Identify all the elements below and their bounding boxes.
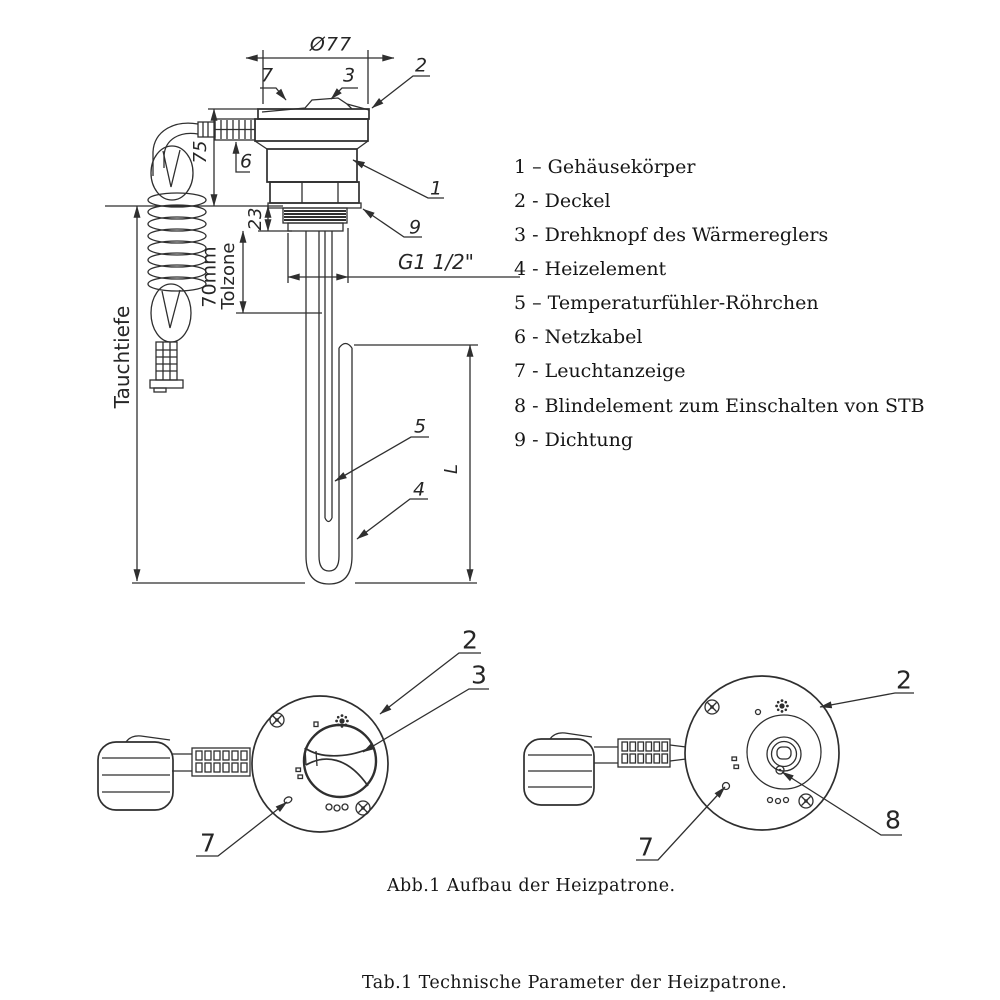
legend-item-7: 7 - Leuchtanzeige <box>514 360 686 382</box>
callout-2-right-view: 2 <box>896 665 912 695</box>
legend-item-6: 6 - Netzkabel <box>514 326 643 348</box>
hex-nut <box>270 182 359 203</box>
sensor-tube <box>325 231 332 522</box>
legend-item-9: 9 - Dichtung <box>514 429 634 451</box>
gland-ribs <box>196 751 247 772</box>
dim-tolzone-value: 70mm <box>198 246 221 308</box>
callout-4-main: 4 <box>412 478 426 501</box>
vent-hole <box>768 798 773 803</box>
marking-dot <box>734 765 739 769</box>
callout-7-left-view: 7 <box>200 828 216 858</box>
indicator-light <box>283 796 293 804</box>
callout-6-main: 6 <box>239 150 253 173</box>
vent-hole <box>342 804 348 810</box>
dim-75-label: 75 <box>190 140 211 164</box>
dim-tolzone-word: Tolzone <box>218 242 239 310</box>
cover-circle <box>685 676 839 830</box>
callout-5-main: 5 <box>413 415 427 438</box>
callout-9-main: 9 <box>408 216 422 239</box>
heater-body-section <box>255 98 369 584</box>
callout-3-left-view: 3 <box>471 660 487 690</box>
legend-item-5: 5 – Temperaturfühler-Röhrchen <box>514 292 819 314</box>
housing-body <box>267 149 357 182</box>
screw-icon <box>270 713 284 727</box>
vent-hole <box>776 799 781 804</box>
front-view-without-knob <box>524 676 914 860</box>
marking-dot <box>296 768 301 772</box>
upper-housing <box>255 119 368 141</box>
screw-icon <box>356 801 370 815</box>
cable-loop-bottom <box>151 284 191 342</box>
callout-7-right-view: 7 <box>638 832 654 862</box>
dim-length-label: L <box>441 463 462 475</box>
table-caption: Tab.1 Technische Parameter der Heizpatrone. <box>362 973 788 993</box>
thread-seal <box>283 208 347 223</box>
marking-dot <box>298 775 303 779</box>
dim-diameter-label: Ø77 <box>309 33 353 56</box>
figure-caption: Abb.1 Aufbau der Heizpatrone. <box>387 876 676 896</box>
dim-thread-label: G1 1/2" <box>398 250 474 274</box>
marking-dot <box>314 722 318 727</box>
callout-2-left-view: 2 <box>462 625 478 655</box>
cable-gland <box>198 119 255 140</box>
cable-bundle <box>524 733 686 805</box>
legend-item-4: 4 - Heizelement <box>514 258 667 280</box>
knob-grip <box>305 747 372 786</box>
power-plug <box>150 342 183 392</box>
knob-profile <box>262 98 369 112</box>
front-view-with-knob <box>98 653 489 856</box>
callout-7-main: 7 <box>260 64 274 87</box>
callout-2-main: 2 <box>414 54 428 77</box>
flange <box>288 223 343 231</box>
callout-1-main: 1 <box>429 177 443 200</box>
heat-symbol-icon <box>775 699 789 713</box>
screw-icon <box>705 700 719 714</box>
vent-hole <box>334 805 340 811</box>
cable-coil <box>148 193 206 291</box>
knob-recess <box>747 715 821 789</box>
cable-bundle <box>98 736 250 810</box>
marking-dot <box>732 757 737 761</box>
marking-dot <box>756 710 761 715</box>
cover-circle <box>252 696 388 832</box>
callout-leaders-right-view <box>636 693 914 860</box>
callout-leaders-main <box>236 76 444 539</box>
vent-hole <box>326 804 332 810</box>
dim-23-label: 23 <box>245 207 266 231</box>
dim-tauchtiefe-label: Tauchtiefe <box>110 305 134 409</box>
callout-3-main: 3 <box>342 64 356 87</box>
blind-element <box>767 737 801 774</box>
legend-item-3: 3 - Drehknopf des Wärmereglers <box>514 224 829 246</box>
callout-leaders-left-view <box>196 653 489 856</box>
cable-loop-top <box>151 146 193 200</box>
callout-8-right-view: 8 <box>885 805 901 835</box>
legend-item-2: 2 - Deckel <box>514 190 611 212</box>
legend-item-8: 8 - Blindelement zum Einschalten von STB <box>514 395 925 417</box>
screw-icon <box>799 794 813 808</box>
heating-element-tubes <box>306 231 352 584</box>
legend-item-1: 1 – Gehäusekörper <box>514 156 696 178</box>
vent-hole <box>784 798 789 803</box>
gland-ribs <box>622 742 668 763</box>
